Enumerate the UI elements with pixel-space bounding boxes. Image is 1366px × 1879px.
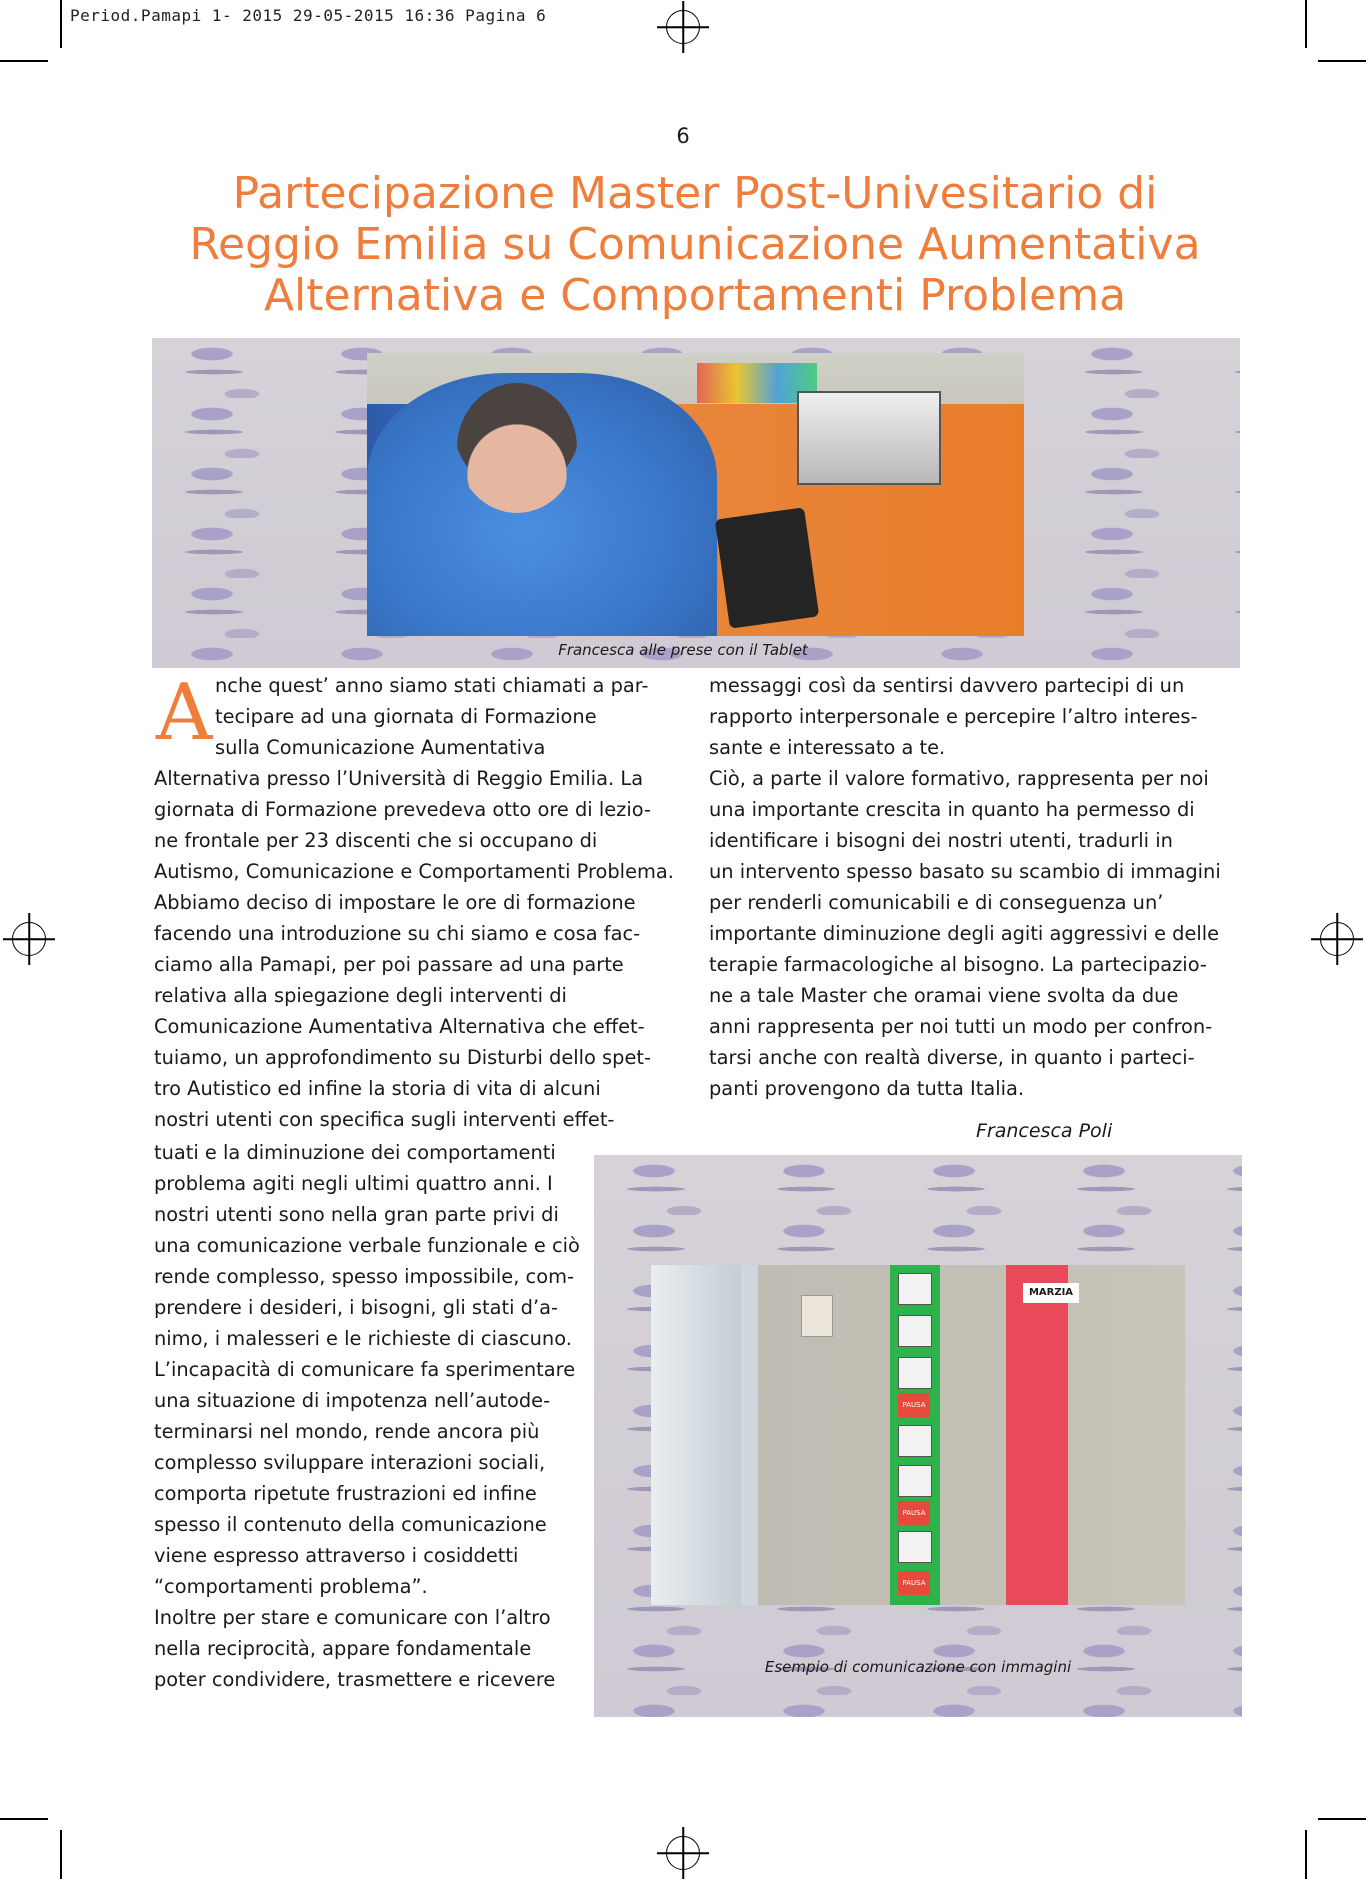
text-line: Ciò, a parte il valore formativo, rappresenta per noi — [709, 767, 1209, 790]
text-line: un intervento spesso basato su scambio di immagini — [709, 860, 1221, 883]
wall-plate — [801, 1295, 833, 1337]
title-line: Partecipazione Master Post-Univesitario di — [232, 168, 1158, 219]
text-line: importante diminuzione degli agiti aggressivi e delle — [709, 922, 1220, 945]
picture-card — [898, 1273, 932, 1305]
picture-card — [898, 1465, 932, 1497]
person-head — [457, 383, 577, 513]
tablet-photo — [367, 353, 1024, 636]
crop-mark — [60, 1830, 62, 1879]
text-line: ne frontale per 23 discenti che si occupano di — [154, 829, 598, 852]
pausa-card: PAUSA — [898, 1571, 930, 1595]
text-line: viene espresso attraverso i cosiddetti — [154, 1544, 519, 1567]
article-author: Francesca Poli — [976, 1120, 1113, 1142]
text-line: tro Autistico ed infine la storia di vita di alcuni — [154, 1077, 601, 1100]
text-line: sante e interessato a te. — [709, 736, 946, 759]
text-line: una situazione di impotenza nell’autode- — [154, 1389, 551, 1412]
text-line: poter condividere, trasmettere e ricevere — [154, 1668, 556, 1691]
picture-card — [898, 1315, 932, 1347]
text-line: relativa alla spiegazione degli interventi di — [154, 984, 567, 1007]
registration-mark-icon — [12, 922, 46, 956]
title-line: Reggio Emilia su Comunicazione Aumentativa — [189, 219, 1201, 270]
door — [651, 1265, 741, 1605]
crop-mark — [0, 1818, 48, 1820]
article-column-left-top — [154, 670, 684, 1135]
picture-card — [898, 1357, 932, 1389]
crop-mark — [1305, 0, 1307, 48]
text-line: prendere i desideri, i bisogni, gli stati d’a- — [154, 1296, 559, 1319]
pausa-card: PAUSA — [898, 1393, 930, 1417]
crop-mark — [60, 0, 62, 48]
title-line: Alternativa e Comportamenti Problema — [263, 270, 1127, 321]
text-line: nimo, i malesseri e le richieste di ciascuno. — [154, 1327, 572, 1350]
text-line: tuiamo, un approfondimento su Disturbi dello spet- — [154, 1046, 651, 1069]
text-line: ciamo alla Pamapi, per poi passare ad una parte — [154, 953, 624, 976]
text-line: Inoltre per stare e comunicare con l’altro — [154, 1606, 551, 1629]
red-board — [1006, 1265, 1068, 1605]
text-line: Alternativa presso l’Università di Reggio Emilia. La — [154, 767, 644, 790]
crop-mark — [1318, 1818, 1366, 1820]
text-line: nella reciprocità, appare fondamentale — [154, 1637, 532, 1660]
text-line: panti provengono da tutta Italia. — [709, 1077, 1025, 1100]
registration-mark-icon — [1320, 922, 1354, 956]
article-column-left-bottom — [154, 1137, 584, 1695]
text-line: spesso il contenuto della comunicazione — [154, 1513, 547, 1536]
text-line: una importante crescita in quanto ha permesso di — [709, 798, 1195, 821]
text-line: tecipare ad una giornata di Formazione — [215, 705, 597, 728]
text-line: messaggi così da sentirsi davvero partecipi di un — [709, 674, 1185, 697]
name-tag: MARZIA — [1023, 1283, 1079, 1303]
text-line: Abbiamo deciso di impostare le ore di formazione — [154, 891, 636, 914]
picture-card — [898, 1531, 932, 1563]
crop-mark — [0, 60, 48, 62]
photo-caption: Francesca alle prese con il Tablet — [558, 641, 808, 659]
text-line: Comunicazione Aumentativa Alternativa che effet- — [154, 1015, 645, 1038]
text-line: ne a tale Master che oramai viene svolta da due — [709, 984, 1179, 1007]
crop-mark — [1305, 1830, 1307, 1879]
text-line: rapporto interpersonale e percepire l’altro interes- — [709, 705, 1198, 728]
text-line: giornata di Formazione prevedeva otto ore di lezio- — [154, 798, 651, 821]
text-line: anni rappresenta per noi tutti un modo per confron- — [709, 1015, 1213, 1038]
text-line: Autismo, Comunicazione e Comportamenti Problema. — [154, 860, 674, 883]
article-title — [140, 168, 1250, 321]
text-line: sulla Comunicazione Aumentativa — [215, 736, 546, 759]
text-line: nostri utenti sono nella gran parte privi di — [154, 1203, 559, 1226]
text-line: per renderli comunicabili e di conseguenza un’ — [709, 891, 1164, 914]
registration-mark-icon — [666, 10, 700, 44]
page-number: 6 — [676, 124, 690, 148]
text-line: L’incapacità di comunicare fa sperimentare — [154, 1358, 576, 1381]
text-line: terapie farmacologiche al bisogno. La partecipazio- — [709, 953, 1207, 976]
text-line: identificare i bisogni dei nostri utenti, tradurli in — [709, 829, 1173, 852]
drop-cap: A — [156, 668, 213, 758]
text-line: rende complesso, spesso impossibile, com- — [154, 1265, 574, 1288]
text-line: terminarsi nel mondo, rende ancora più — [154, 1420, 540, 1443]
registration-mark-icon — [666, 1836, 700, 1870]
text-line: nche quest’ anno siamo stati chiamati a par- — [215, 674, 649, 697]
text-line: problema agiti negli ultimi quattro anni. I — [154, 1172, 553, 1195]
text-line: una comunicazione verbale funzionale e ciò — [154, 1234, 580, 1257]
text-line: nostri utenti con specifica sugli interventi effet- — [154, 1108, 615, 1131]
text-line: tuati e la diminuzione dei comportamenti — [154, 1141, 556, 1164]
text-line: facendo una introduzione su chi siamo e cosa fac- — [154, 922, 641, 945]
communication-board-photo — [651, 1265, 1185, 1605]
crop-mark — [1318, 60, 1366, 62]
print-slug: Period.Pamapi 1- 2015 29-05-2015 16:36 Pagina 6 — [70, 6, 547, 25]
text-line: tarsi anche con realtà diverse, in quanto i parteci- — [709, 1046, 1195, 1069]
article-column-right — [709, 670, 1249, 1104]
text-line: “comportamenti problema”. — [154, 1575, 428, 1598]
tablet-device — [715, 507, 819, 628]
picture-card — [898, 1425, 932, 1457]
cardboard-box — [797, 391, 941, 485]
green-board — [890, 1265, 940, 1605]
photo-caption: Esempio di comunicazione con immagini — [764, 1658, 1072, 1676]
text-line: comporta ripetute frustrazioni ed infine — [154, 1482, 537, 1505]
text-line: complesso sviluppare interazioni sociali, — [154, 1451, 546, 1474]
pausa-card: PAUSA — [898, 1501, 930, 1525]
